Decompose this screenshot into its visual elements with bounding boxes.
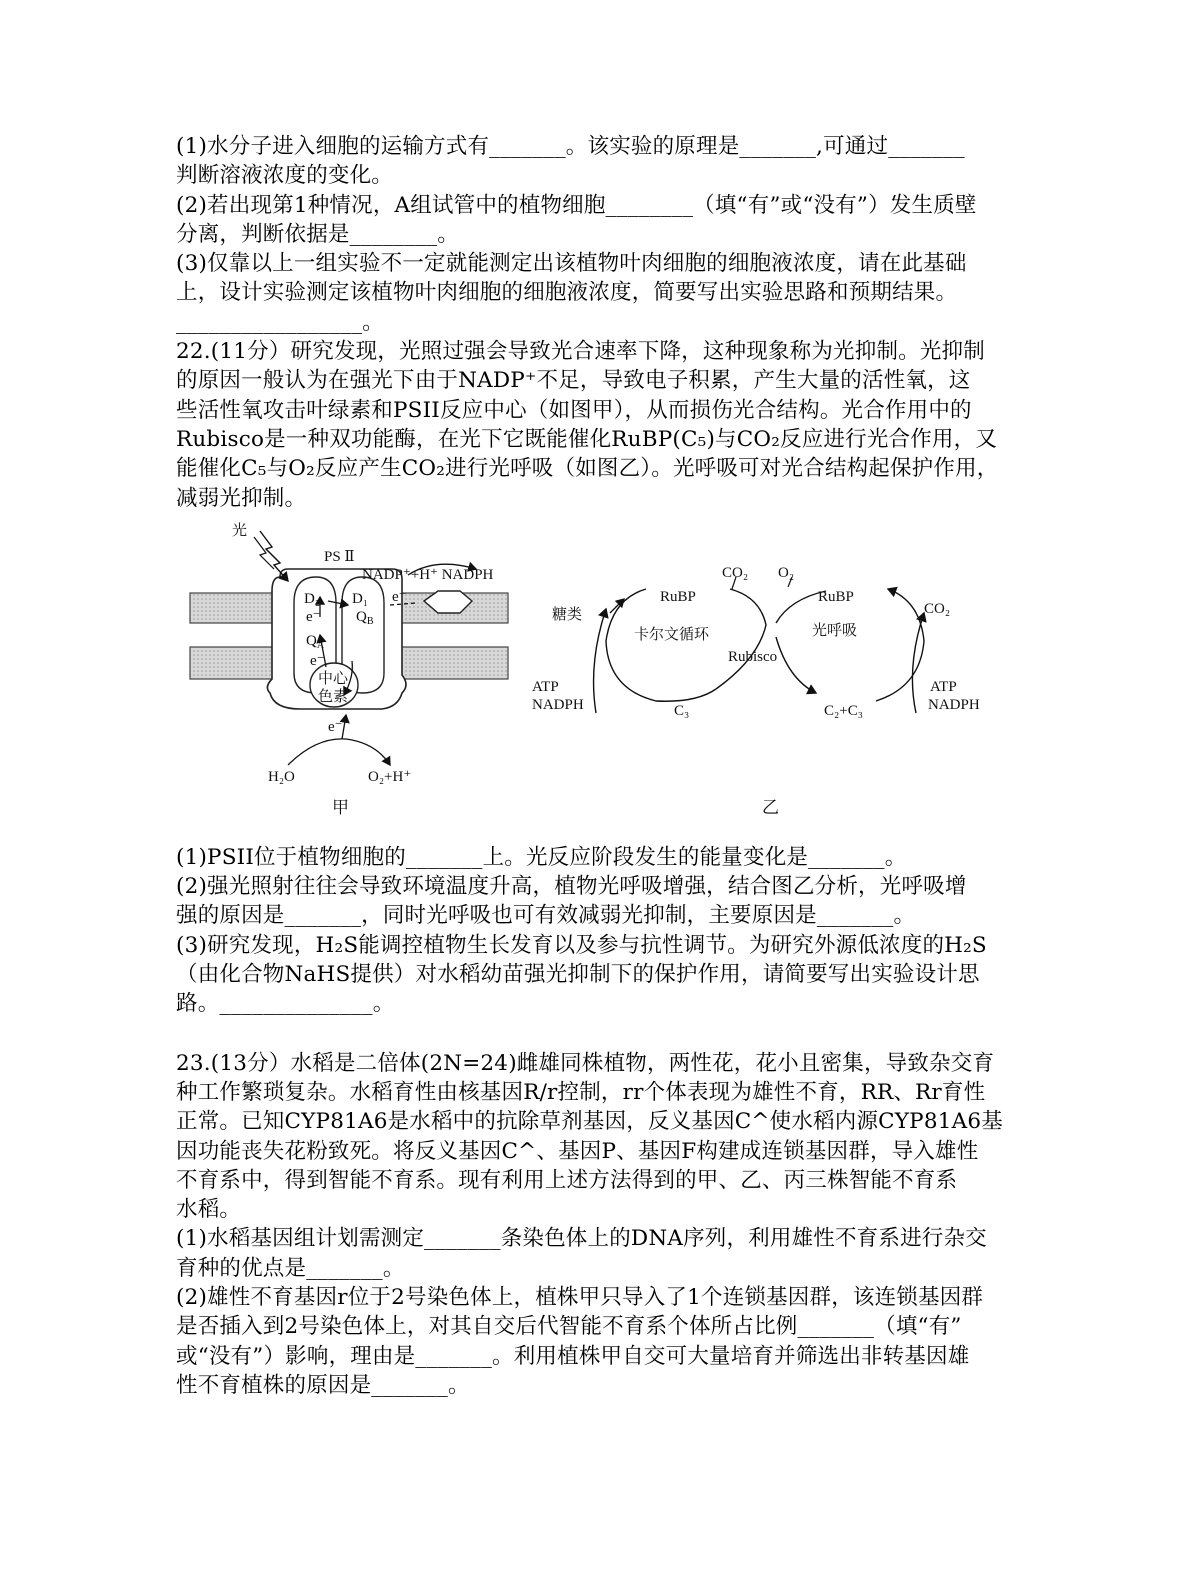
label-rubisco: Rubisco	[728, 648, 778, 665]
q21-part1-line1: (1)水分子进入细胞的运输方式有_______。该实验的原理是_______,可通过_______	[176, 134, 965, 159]
label-nadph-left: NADPH	[532, 696, 584, 713]
light-bolt-icon-2	[254, 537, 274, 569]
q22-figure	[176, 517, 1036, 837]
q21-part1-line2: 判断溶液浓度的变化。	[176, 163, 394, 189]
caption-a: 甲	[332, 797, 349, 818]
label-o2h: O₂+H⁺	[368, 768, 412, 785]
q23-part2-line2: 是否插入到2号染色体上，对其自交后代智能不育系个体所占比例_______（填“有”	[176, 1314, 962, 1340]
water-electron-arrow	[342, 715, 346, 739]
q23-part1-line2: 育种的优点是_______。	[176, 1255, 405, 1281]
photoresp-arc-bottom	[776, 637, 816, 693]
label-nadp: NADP⁺+H⁺ NADPH	[362, 566, 494, 583]
label-qb-main: Q	[356, 608, 367, 625]
label-o2-top: O₂	[778, 564, 795, 581]
label-co2-right: CO₂	[924, 600, 951, 617]
label-nadph-right: NADPH	[928, 696, 980, 713]
q22-intro-line3: 些活性氧攻击叶绿素和PSII反应中心（如图甲），从而损伤光合结构。光合作用中的	[176, 397, 972, 423]
calvin-arc-right	[716, 589, 766, 689]
q22-intro-line6: 减弱光抑制。	[176, 485, 307, 511]
q21-part3-line3: _________________。	[176, 309, 384, 335]
q23-intro-line2: 种工作繁琐复杂。水稻育性由核基因R/r控制，rr个体表现为雄性不育，RR、Rr育性	[176, 1079, 986, 1105]
label-qa-sub: A	[316, 639, 325, 651]
label-atp-left: ATP	[532, 678, 559, 695]
q23-intro-line4: 因功能丧失花粉致死。将反义基因C^、基因P、基因F构建成连锁基因群，导入雄性	[176, 1138, 979, 1164]
label-rubp-left: RuBP	[660, 588, 696, 605]
caption-b: 乙	[762, 797, 779, 818]
label-co2-top: CO₂	[722, 564, 749, 581]
q22-part2-line2: 强的原因是_______，同时光呼吸也可有效减弱光抑制，主要原因是_______。	[176, 903, 916, 929]
sugar-output-arrow	[594, 609, 606, 713]
q23-intro-line5: 不育系中，得到智能不育系。现有利用上述方法得到的甲、乙、丙三株智能不育系	[176, 1167, 958, 1193]
q22-part1: (1)PSII位于植物细胞的_______上。光反应阶段发生的能量变化是_______。	[176, 844, 907, 870]
label-d2: D₂	[304, 590, 321, 607]
label-qa-main: Q	[306, 632, 317, 649]
label-psii: PS Ⅱ	[324, 548, 355, 565]
figure-b-cycles-diagram	[532, 565, 980, 818]
q21-part3-line2: 上，设计实验测定该植物叶肉细胞的细胞液浓度，简要写出实验思路和预期结果。	[176, 280, 958, 306]
label-e-3: e⁻	[310, 652, 325, 669]
figure-a-psii-diagram	[190, 521, 508, 818]
q22-part2-line1: (2)强光照射往往会导致环境温度升高，植物光呼吸增强，结合图乙分析，光呼吸增	[176, 874, 967, 900]
label-e-1: e⁻	[306, 608, 321, 625]
q21-part2-line2: 分离，判断依据是________。	[176, 221, 459, 247]
exam-page	[176, 132, 1036, 1400]
q21-part3-line1: (3)仅靠以上一组实验不一定就能测定出该植物叶肉细胞的细胞液浓度，请在此基础	[176, 251, 967, 277]
label-e-2: e⁻	[392, 588, 407, 605]
q23-intro-line1: 23.(13分）水稻是二倍体(2N=24)雌雄同株植物，两性花，花小且密集，导致杂交育	[176, 1050, 995, 1076]
q22-intro-line2: 的原因一般认为在强光下由于NADP⁺不足，导致电子积累，产生大量的活性氧，这	[176, 368, 971, 394]
photoresp-arc-right	[876, 589, 924, 701]
q22-part3-line1: (3)研究发现，H₂S能调控植物生长发育以及参与抗性调节。为研究外源低浓度的H₂S	[176, 932, 987, 958]
label-e-4: e⁻	[328, 718, 343, 735]
label-sugar: 糖类	[552, 604, 583, 623]
label-center-1: 中心	[318, 668, 349, 687]
figure-svg	[176, 517, 1036, 837]
q23-intro-line6: 水稻。	[176, 1197, 242, 1223]
water-splitting-arrow	[288, 739, 390, 765]
q22-intro-line4: Rubisco是一种双功能酶，在光下它既能催化RuBP(C₅)与CO₂反应进行光合作用，又	[176, 426, 998, 452]
label-rubp-right: RuBP	[818, 588, 854, 605]
label-c2c3: C₂+C₃	[824, 702, 863, 719]
label-c3: C₃	[674, 702, 690, 719]
q23-part1-line1: (1)水稻基因组计划需测定_______条染色体上的DNA序列，利用雄性不育系进行杂交	[176, 1226, 987, 1252]
label-calvin: 卡尔文循环	[634, 624, 710, 643]
q23-part2-line3: 或“没有”）影响，理由是_______。利用植株甲自交可大量培育并筛选出非转基因雄	[176, 1343, 970, 1369]
q22-intro-line1: 22.(11分）研究发现，光照过强会导致光合速率下降，这种现象称为光抑制。光抑制	[176, 339, 985, 365]
label-qb-sub: B	[366, 615, 374, 627]
label-atp-right: ATP	[930, 678, 957, 695]
label-center-2: 色素	[318, 686, 349, 705]
q23-intro-line3: 正常。已知CYP81A6是水稻中的抗除草剂基因，反义基因C^使水稻内源CYP81A6基	[176, 1109, 1003, 1135]
q23-part2-line1: (2)雄性不育基因r位于2号染色体上，植株甲只导入了1个连锁基因群，该连锁基因群	[176, 1285, 984, 1311]
q22-part3-line2: （由化合物NaHS提供）对水稻幼苗强光抑制下的保护作用，请简要写出实验设计思	[176, 962, 980, 988]
label-h2o: H₂O	[268, 768, 295, 785]
label-photoresp: 光呼吸	[812, 620, 858, 639]
q21-part2-line1: (2)若出现第1种情况，A组试管中的植物细胞________（填“有”或“没有”）发生质壁	[176, 192, 977, 218]
calvin-arc-left	[606, 589, 716, 701]
q22-intro-line5: 能催化C₅与O₂反应产生CO₂进行光呼吸（如图乙）。光呼吸可对光合结构起保护作用，	[176, 456, 999, 482]
q22-part3-line3: 路。______________。	[176, 991, 395, 1017]
label-light: 光	[232, 520, 248, 539]
q23-part2-line4: 性不育植株的原因是_______。	[176, 1372, 470, 1398]
label-d1: D₁	[352, 590, 369, 607]
